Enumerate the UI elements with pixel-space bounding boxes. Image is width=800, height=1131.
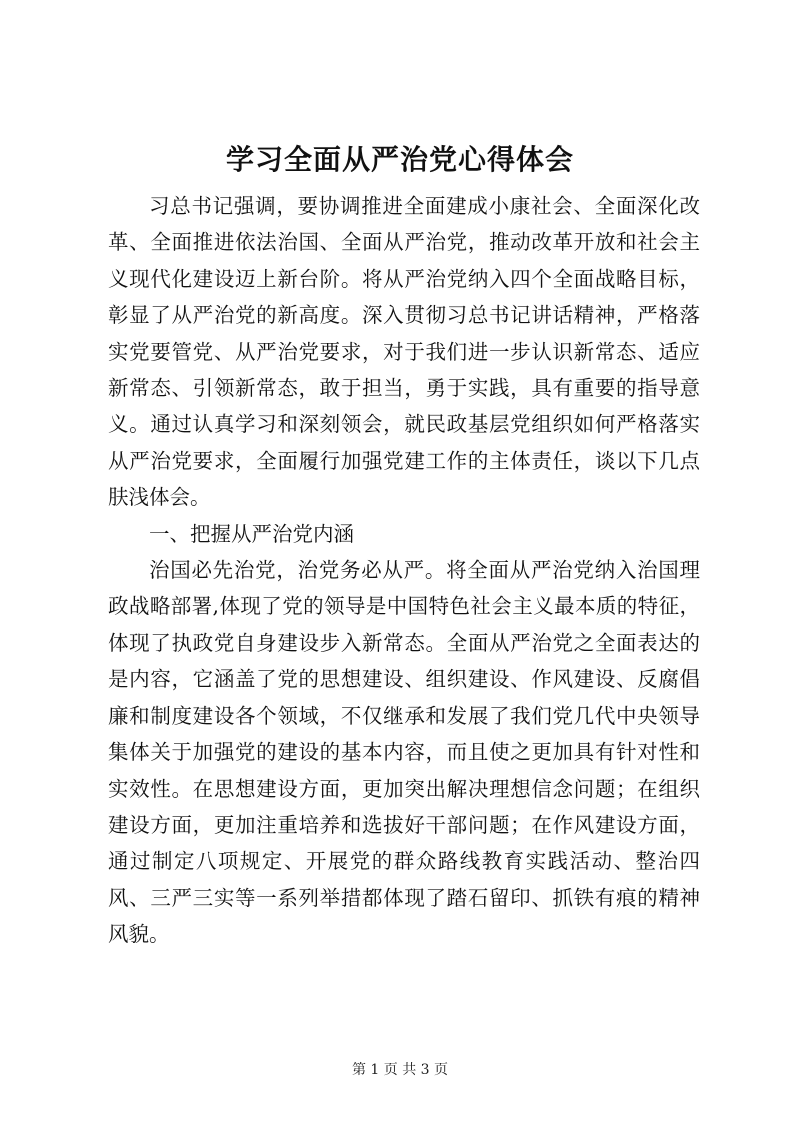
document-body [108,188,700,953]
document-title: 学习全面从严治党心得体会 [225,143,574,176]
section-heading-1: 一、把握从严治党内涵 [149,521,354,546]
body-paragraph-section-1: 治国必先治党，治党务必从严。将全面从严治党纳入治国理政战略部署,体现了党的领导是中国特色社会主义最本质的特征，体现了执政党自身建设步入新常态。全面从严治党之全面表达的是内容，它涵盖了党的思想建设、组织建设、作风建设、反腐倡廉和制度建设各个领域，不仅继承和发展了我们党几代中央领导集体关于加强党的建设的基本内容，而且使之更加具有针对性和实效性。在思想建设方面，更加突出解决理想信念问题；在组织建设方面，更加注重培养和选拔好干部问题；在作风建设方面，通过制定八项规定、开展党的群众路线教育实践活动、整治四风、三严三实等一系列举措都体现了踏石留印、抓铁有痕的精神风貌。 [108,558,700,947]
body-paragraph-intro: 习总书记强调，要协调推进全面建成小康社会、全面深化改革、全面推进依法治国、全面从严治党，推动改革开放和社会主义现代化建设迈上新台阶。将从严治党纳入四个全面战略目标，彰显了从严治党的新高度。深入贯彻习总书记讲话精神，严格落实党要管党、从严治党要求，对于我们进一步认识新常态、适应新常态、引领新常态，敢于担当，勇于实践，具有重要的指导意义。通过认真学习和深刻领会，就民政基层党组织如何严格落实从严治党要求，全面履行加强党建工作的主体责任，谈以下几点肤浅体会。 [108,194,700,510]
page-footer: 第 1 页 共 3 页 [351,1062,449,1078]
